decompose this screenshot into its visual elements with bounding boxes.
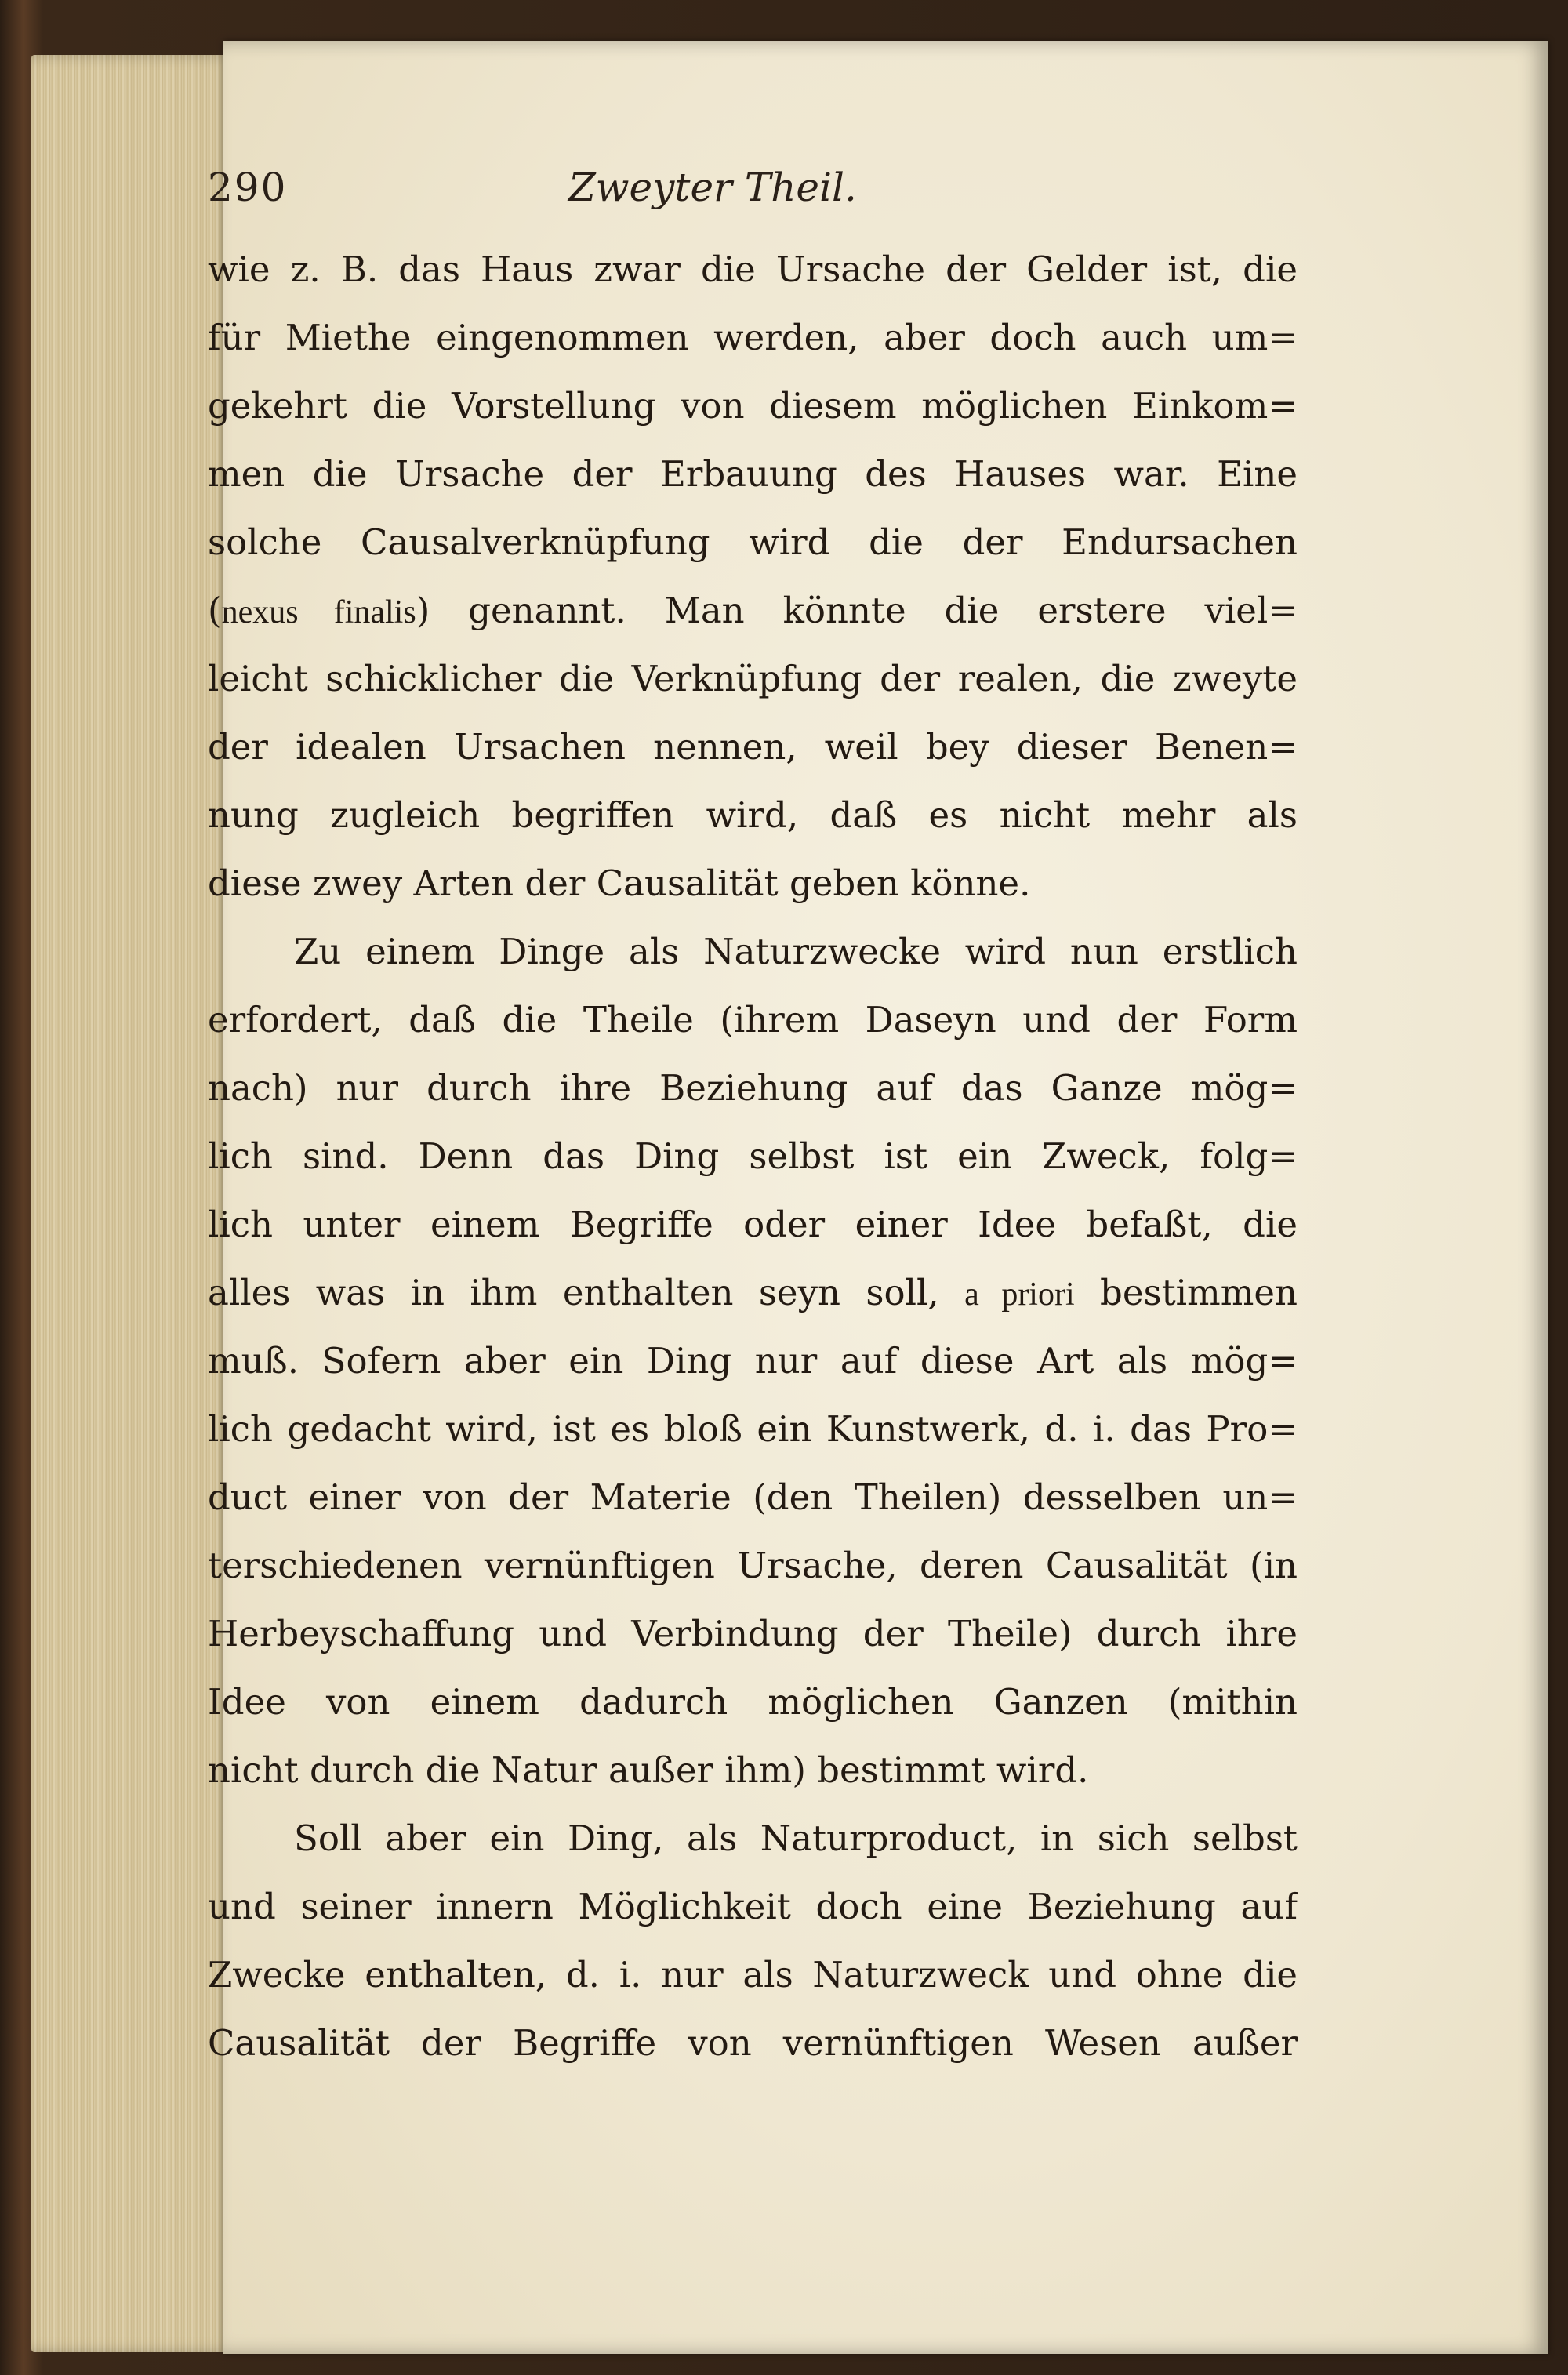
page-edges bbox=[31, 55, 235, 2352]
text-line: erfordert, daß die Theile (ihrem Daseyn und der Form bbox=[208, 999, 1298, 1040]
text-fragment: bestimmen bbox=[1074, 1272, 1298, 1313]
text-line: lich sind. Denn das Ding selbst ist ein Zweck, folg= bbox=[208, 1135, 1298, 1177]
text-line: und seiner innern Möglichkeit doch eine Beziehung auf bbox=[208, 1886, 1298, 1927]
text-line: duct einer von der Materie (den Theilen) desselben un= bbox=[208, 1476, 1298, 1518]
text-line: Zwecke enthalten, d. i. nur als Naturzweck und ohne die bbox=[208, 1954, 1298, 1996]
text-line: lich unter einem Begriffe oder einer Idee befaßt, die bbox=[208, 1204, 1298, 1245]
text-line: der idealen Ursachen nennen, weil bey dieser Benen= bbox=[208, 726, 1298, 768]
page-header bbox=[208, 149, 1290, 220]
text-line: Zu einem Dinge als Naturzwecke wird nun erstlich bbox=[294, 931, 1298, 972]
text-line bbox=[208, 1258, 1298, 1327]
text-line: nach) nur durch ihre Beziehung auf das Ganze mög= bbox=[208, 1067, 1298, 1109]
text-line: Causalität der Begriffe von vernünftigen Wesen außer bbox=[208, 2022, 1298, 2064]
text-line: lich gedacht wird, ist es bloß ein Kunstwerk, d. i. das Pro= bbox=[208, 1408, 1298, 1450]
text-fragment: ( bbox=[208, 590, 222, 631]
text-line: terschiedenen vernünftigen Ursache, deren Causalität (in bbox=[208, 1545, 1298, 1586]
page-number: 290 bbox=[208, 165, 288, 210]
text-line: leicht schicklicher die Verknüpfung der realen, die zweyte bbox=[208, 658, 1298, 699]
latin-term: nexus finalis bbox=[221, 594, 416, 630]
text-line: men die Ursache der Erbauung des Hauses war. Eine bbox=[208, 453, 1298, 495]
text-line: nung zugleich begriffen wird, daß es nicht mehr als bbox=[208, 794, 1298, 836]
text-line: wie z. B. das Haus zwar die Ursache der Gelder ist, die bbox=[208, 249, 1298, 290]
text-line: für Miethe eingenommen werden, aber doch auch um= bbox=[208, 317, 1298, 358]
text-line: Soll aber ein Ding, als Naturproduct, in sich selbst bbox=[294, 1818, 1298, 1859]
text-line: Idee von einem dadurch möglichen Ganzen (mithin bbox=[208, 1681, 1298, 1723]
text-line: diese zwey Arten der Causalität geben könne. bbox=[208, 862, 1031, 904]
body-text bbox=[208, 235, 1298, 2077]
text-fragment: ) genannt. Man könnte die erstere viel= bbox=[416, 590, 1298, 631]
text-line: muß. Sofern aber ein Ding nur auf diese Art als mög= bbox=[208, 1340, 1298, 1382]
text-line bbox=[208, 576, 1298, 645]
latin-term: a priori bbox=[964, 1276, 1075, 1313]
text-line: Herbeyschaffung und Verbindung der Theile) durch ihre bbox=[208, 1613, 1298, 1654]
text-line: gekehrt die Vorstellung von diesem möglichen Einkom= bbox=[208, 385, 1298, 427]
text-fragment: alles was in ihm enthalten seyn soll, bbox=[208, 1272, 965, 1313]
text-line: solche Causalverknüpfung wird die der Endursachen bbox=[208, 521, 1298, 563]
text-line: nicht durch die Natur außer ihm) bestimmt wird. bbox=[208, 1749, 1089, 1791]
running-head: Zweyter Theil. bbox=[568, 165, 857, 210]
